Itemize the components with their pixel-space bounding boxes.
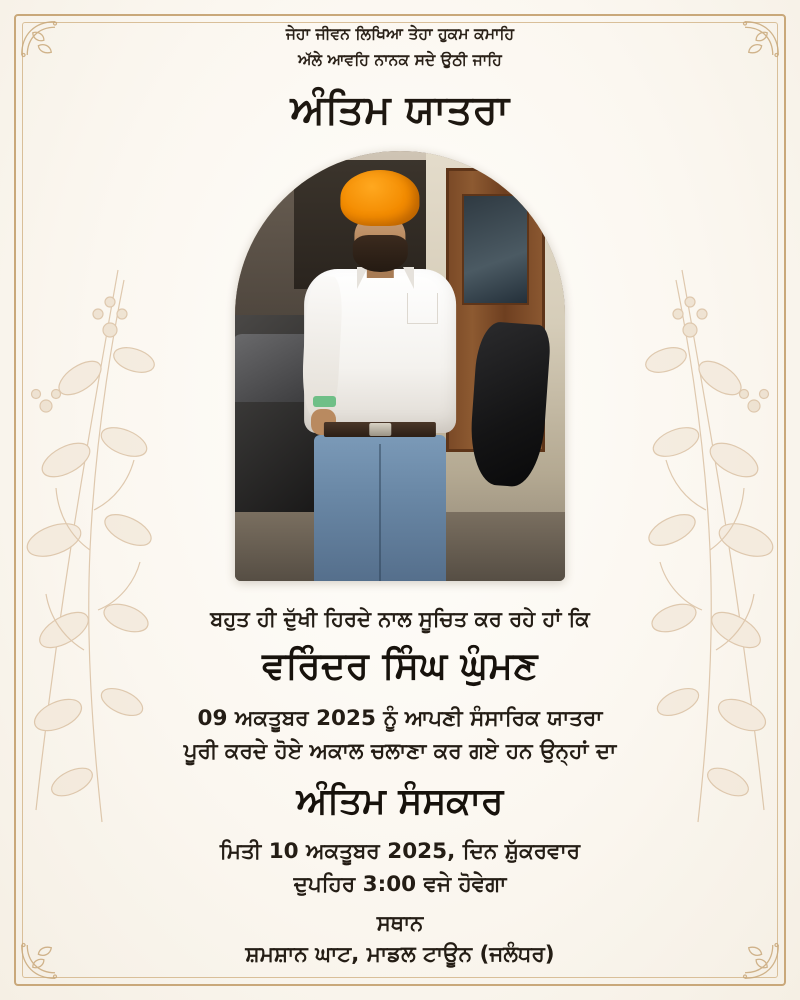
deceased-photo — [235, 151, 565, 581]
ceremony-date: ਮਿਤੀ 10 ਅਕਤੂਬਰ 2025, ਦਿਨ ਸ਼ੁੱਕਰਵਾਰ — [219, 838, 581, 864]
photo-jacket — [467, 321, 551, 489]
photo-image — [235, 151, 565, 581]
ceremony-title: ਅੰਤਿਮ ਸੰਸਕਾਰ — [296, 780, 504, 822]
passing-line-1: 09 ਅਕਤੂਬਰ 2025 ਨੂੰ ਆਪਣੀ ਸੰਸਾਰਿਕ ਯਾਤਰਾ — [197, 706, 603, 732]
photo-wristband — [313, 396, 336, 406]
photo-beard — [353, 235, 407, 272]
photo-shirt-pocket — [407, 293, 439, 324]
couplet-line-1: ਜੇਹਾ ਜੀਵਨ ਲਿਖਿਆ ਤੇਹਾ ਹੁਕਮ ਕਮਾਹਿ — [285, 25, 515, 43]
intro-line: ਬਹੁਤ ਹੀ ਦੁੱਖੀ ਹਿਰਦੇ ਨਾਲ ਸੂਚਿਤ ਕਰ ਰਹੇ ਹਾਂ ਕਿ — [210, 607, 590, 632]
venue-label: ਸਥਾਨ — [376, 911, 424, 936]
ceremony-time: ਦੁਪਹਿਰ 3:00 ਵਜੇ ਹੋਵੇਗਾ — [293, 872, 507, 898]
ceremony-datetime — [0, 835, 800, 902]
photo-turban — [341, 170, 420, 226]
scripture-couplet — [0, 22, 800, 73]
passing-details — [0, 702, 800, 769]
photo-collar-right — [403, 267, 414, 289]
photo-jeans — [314, 435, 446, 581]
photo-belt-buckle — [369, 423, 390, 436]
passing-line-2: ਪੂਰੀ ਕਰਦੇ ਹੋਏ ਅਕਾਲ ਚਲਾਣਾ ਕਰ ਗਏ ਹਨ ਉਨ੍ਹਾਂ ਦਾ — [183, 739, 617, 765]
couplet-line-2: ਅੱਲੇ ਆਵਹਿ ਨਾਨਕ ਸਦੇ ਉਠੀ ਜਾਹਿ — [298, 50, 502, 69]
page-title: ਅੰਤਿਮ ਯਾਤਰਾ — [290, 87, 510, 134]
deceased-name: ਵਰਿੰਦਰ ਸਿੰਘ ਘੁੰਮਣ — [262, 644, 538, 688]
venue-address: ਸ਼ਮਸ਼ਾਨ ਘਾਟ, ਮਾਡਲ ਟਾਊਨ (ਜਲੰਧਰ) — [245, 942, 555, 968]
photo-person — [235, 151, 565, 581]
